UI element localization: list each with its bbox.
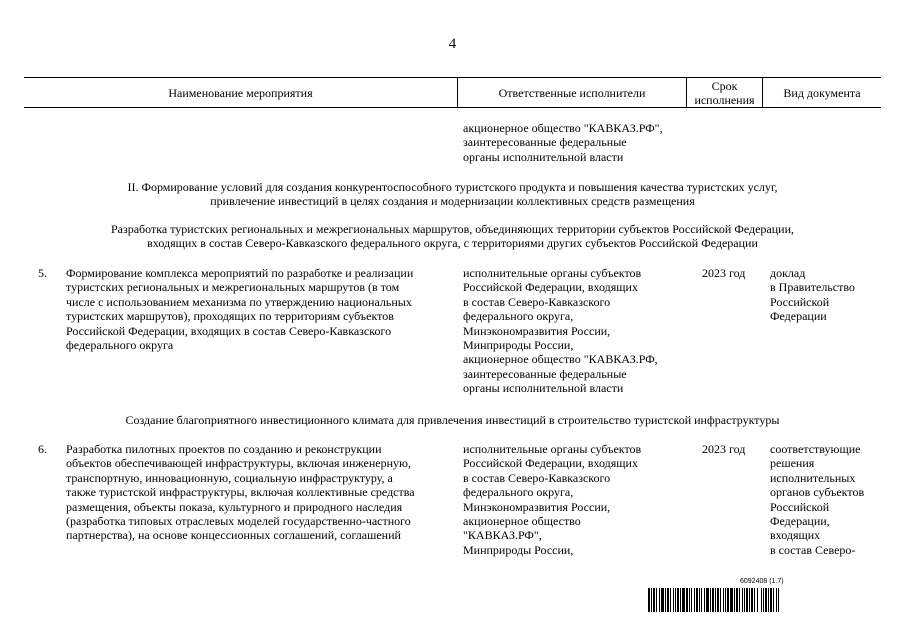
barcode-bar xyxy=(770,588,772,612)
barcode-bar xyxy=(675,588,676,612)
text-line: Минэкономразвития России, xyxy=(463,323,611,338)
text-line: заинтересованные федеральные xyxy=(463,366,627,381)
barcode-bar xyxy=(751,588,753,612)
text-line: органы исполнительной власти xyxy=(463,149,624,164)
text-line: федерального округа, xyxy=(463,485,574,500)
continued-executors xyxy=(463,121,663,164)
row6-name xyxy=(66,442,415,543)
barcode-bar xyxy=(648,588,650,612)
barcode-bar xyxy=(776,588,777,612)
text-line: объектов обеспечивающей инфраструктуры, включая инженерную, xyxy=(66,456,411,471)
text-line: Разработка пилотных проектов по созданию и реконструкции xyxy=(66,442,382,456)
barcode-bar xyxy=(763,588,764,612)
header-col-term-line2: исполнения xyxy=(694,93,755,107)
barcode-bar xyxy=(720,588,721,612)
text-line: исполнительных xyxy=(770,470,856,485)
text-line: также туристской инфраструктуры, включая коллективные средства xyxy=(66,485,415,500)
header-col-name: Наименование мероприятия xyxy=(168,86,313,100)
barcode-bar xyxy=(696,588,698,612)
barcode-bar xyxy=(701,588,702,612)
subsection-title-line2: входящих в состав Северо-Кавказского федерального округа, с территориями других субъектов Российской Федерации xyxy=(147,236,758,250)
barcode-bar xyxy=(704,588,705,612)
text-line: акционерное общество "КАВКАЗ.РФ, xyxy=(463,352,658,367)
barcode-number: 6092408 (1.7) xyxy=(740,578,784,585)
text-line: Российской Федерации, входящих xyxy=(463,280,638,295)
barcode-bar xyxy=(773,588,774,612)
text-line: размещения, объекты показа, культурного и природного наследия xyxy=(66,499,403,514)
barcode-bar xyxy=(768,588,769,612)
barcode-bar xyxy=(727,588,729,612)
text-line: Российской Федерации, входящих в состав Северо-Кавказского xyxy=(66,323,392,338)
header-col-executors: Ответственные исполнители xyxy=(498,86,646,100)
barcode-bar xyxy=(746,588,748,612)
text-line: Минэкономразвития России, xyxy=(463,499,611,514)
barcode-bar xyxy=(739,588,740,612)
section-title-line1: II. Формирование условий для создания конкурентоспособного туристского продукта и повышения качества туристских услуг, xyxy=(127,180,778,194)
barcode-bar xyxy=(715,588,716,612)
text-line: исполнительные органы субъектов xyxy=(463,442,642,456)
barcode-bar xyxy=(778,588,779,612)
text-line: Российской Федерации, входящих xyxy=(463,456,638,471)
row5-doc xyxy=(770,266,855,324)
text-line: партнерства), на основе концессионных соглашений, соглашений xyxy=(66,528,401,543)
text-line: органов субъектов xyxy=(770,485,865,500)
row5-term: 2023 год xyxy=(702,266,746,280)
barcode-bar xyxy=(761,588,762,612)
text-line: Федерации xyxy=(770,309,827,324)
text-line: федерального округа, xyxy=(463,309,574,324)
row-number: 5. xyxy=(38,266,47,280)
text-line: транспортную, инновационную, социальную инфраструктуру, а xyxy=(66,470,393,485)
header-col-term xyxy=(687,78,762,108)
barcode-bar xyxy=(749,588,750,612)
barcode-bar xyxy=(682,588,685,612)
row6-executors xyxy=(463,442,641,557)
text-line: акционерное общество xyxy=(463,514,581,529)
header-col-term-line1: Срок xyxy=(711,79,738,93)
text-line: Формирование комплекса мероприятий по разработке и реализации xyxy=(66,266,414,280)
barcode-bar xyxy=(765,588,767,612)
text-line: Федерации, xyxy=(770,514,830,529)
text-line: "КАВКАЗ.РФ", xyxy=(463,528,542,543)
text-line: Минприроды России, xyxy=(463,542,574,557)
barcode-bar xyxy=(689,588,690,612)
barcode-bar xyxy=(694,588,695,612)
row6-term: 2023 год xyxy=(702,442,746,456)
barcode-bar xyxy=(677,588,679,612)
text-line: Минприроды России, xyxy=(463,338,574,353)
barcode-bar xyxy=(665,588,666,612)
barcode-bar xyxy=(730,588,733,612)
subsection-title: Создание благоприятного инвестиционного климата для привлечения инвестиций в строительство туристской инфраструктуры xyxy=(125,413,780,427)
text-line: числе с использованием механизма по утверждению национальных xyxy=(66,294,412,309)
barcode-bar xyxy=(661,588,664,612)
text-line: исполнительные органы субъектов xyxy=(463,266,642,280)
row-number: 6. xyxy=(38,442,47,456)
barcode-bar xyxy=(734,588,735,612)
barcode-bar xyxy=(651,588,652,612)
text-line: входящих xyxy=(770,528,821,543)
barcode-bar xyxy=(717,588,719,612)
text-line: акционерное общество "КАВКАЗ.РФ", xyxy=(463,121,663,135)
text-line: органы исполнительной власти xyxy=(463,381,624,396)
barcode-bar xyxy=(757,588,758,612)
barcode-bar xyxy=(680,588,681,612)
text-line: в состав Северо- xyxy=(770,542,856,557)
text-line: в Правительство xyxy=(770,280,855,295)
text-line: решения xyxy=(770,456,815,471)
header-col-doc: Вид документа xyxy=(783,86,861,100)
text-line: туристских маршрутов), проходящих по территориям субъектов xyxy=(66,309,394,324)
text-line: в состав Северо-Кавказского xyxy=(463,294,611,309)
barcode-bar xyxy=(712,588,714,612)
barcode-bar xyxy=(742,588,743,612)
row5-name xyxy=(66,266,413,352)
row6-doc xyxy=(770,442,864,557)
text-line: заинтересованные федеральные xyxy=(463,135,627,150)
barcode-bar xyxy=(736,588,738,612)
barcode-bar xyxy=(706,588,709,612)
text-line: федерального округа xyxy=(66,338,174,353)
text-line: Российской xyxy=(770,294,830,309)
barcode-bar xyxy=(710,588,711,612)
barcode-bar xyxy=(670,588,671,612)
text-line: Российской xyxy=(770,499,830,514)
section-title-line2: привлечение инвестиций в целях создания и модернизации коллективных средств размещения xyxy=(210,194,695,208)
row5-executors xyxy=(463,266,658,396)
text-line: доклад xyxy=(770,266,806,280)
barcode xyxy=(648,588,876,612)
subsection-title-line1: Разработка туристских региональных и межрегиональных маршрутов, объединяющих территории субъектов Российской Федерации, xyxy=(110,222,795,236)
barcode-bar xyxy=(667,588,669,612)
barcode-bar xyxy=(686,588,688,612)
barcode-bar xyxy=(723,588,724,612)
barcode-bar xyxy=(725,588,726,612)
page-number: 4 xyxy=(448,36,457,52)
text-line: туристских региональных и межрегиональных маршрутов (в том xyxy=(66,280,400,295)
text-line: соответствующие xyxy=(770,442,861,456)
text-line: (разработка типовых отраслевых моделей государственно-частного xyxy=(66,514,411,529)
barcode-bar xyxy=(653,588,655,612)
barcode-bar xyxy=(699,588,700,612)
barcode-bar xyxy=(754,588,755,612)
barcode-bar xyxy=(656,588,657,612)
barcode-bar xyxy=(659,588,660,612)
barcode-bar xyxy=(673,588,674,612)
barcode-bar xyxy=(744,588,745,612)
barcode-bar xyxy=(691,588,692,612)
text-line: в состав Северо-Кавказского xyxy=(463,470,611,485)
